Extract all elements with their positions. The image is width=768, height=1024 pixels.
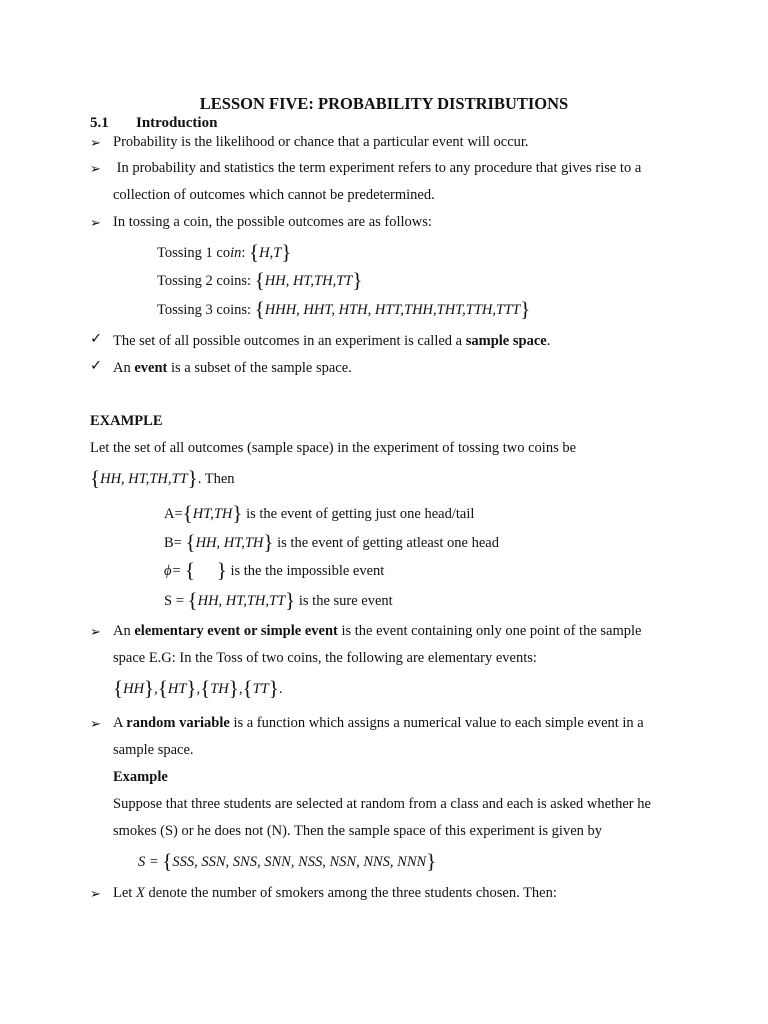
checkmark-bullet-icon: ✓ — [90, 358, 103, 374]
intro-line-4: In tossing a coin, the possible outcomes are as follows: — [113, 214, 432, 230]
tossing-3: Tossing 3 coins: {HHH, HHT, HTH, HTT,THH,THT,TTH,TTT} — [157, 297, 531, 321]
example-line-1: Let the set of all outcomes (sample space) in the experiment of tossing two coins be — [90, 440, 577, 456]
checkmark-bullet-icon: ✓ — [90, 331, 103, 347]
elementary-line-2: space E.G: In the Toss of two coins, the following are elementary events: — [113, 650, 537, 666]
event-sure: S = {HH, HT,TH,TT} is the sure event — [164, 588, 393, 612]
example-heading: EXAMPLE — [90, 413, 163, 429]
check-line-2: An event is a subset of the sample space. — [113, 360, 352, 376]
section-name: Introduction — [136, 115, 218, 131]
arrow-bullet-icon: ➢ — [90, 161, 101, 176]
arrow-bullet-icon: ➢ — [90, 624, 101, 639]
intro-line-1: Probability is the likelihood or chance that a particular event will occur. — [113, 134, 529, 150]
random-variable-example-line-2: smokes (S) or he does not (N). Then the sample space of this experiment is given by — [113, 823, 602, 839]
tossing-2: Tossing 2 coins: {HH, HT,TH,TT} — [157, 268, 363, 292]
arrow-bullet-icon: ➢ — [90, 886, 101, 901]
elementary-line-1: An elementary event or simple event is the event containing only one point of the sample — [113, 623, 642, 639]
event-b: B= {HH, HT,TH} is the event of getting atleast one head — [164, 530, 499, 554]
tossing-1: Tossing 1 coin: {H,T} — [157, 240, 292, 264]
intro-line-2: In probability and statistics the term experiment refers to any procedure that gives rise to a — [113, 160, 642, 176]
event-a: A={HT,TH} is the event of getting just one head/tail — [164, 501, 475, 525]
random-variable-example-line-1: Suppose that three students are selected at random from a class and each is asked whether he — [113, 796, 651, 812]
random-variable-example-label: Example — [113, 769, 168, 785]
lesson-title: LESSON FIVE: PROBABILITY DISTRIBUTIONS — [199, 94, 569, 113]
event-impossible: ϕ= { } is the the impossible event — [164, 558, 385, 582]
intro-line-3: collection of outcomes which cannot be predetermined. — [113, 187, 435, 203]
arrow-bullet-icon: ➢ — [90, 135, 101, 150]
arrow-bullet-icon: ➢ — [90, 215, 101, 230]
elementary-sets: {HH},{HT},{TH},{TT}. — [113, 676, 283, 700]
random-variable-line-1: A random variable is a function which assigns a numerical value to each simple event in a — [113, 715, 644, 731]
example-sample-set: {HH, HT,TH,TT}. Then — [90, 466, 235, 490]
section-number: 5.1 — [90, 115, 109, 131]
last-bullet-line: Let X denote the number of smokers among the three students chosen. Then: — [113, 885, 557, 901]
sample-space-equation: S = {SSS, SSN, SNS, SNN, NSS, NSN, NNS, NNN} — [138, 849, 437, 873]
arrow-bullet-icon: ➢ — [90, 716, 101, 731]
check-line-1: The set of all possible outcomes in an experiment is called a sample space. — [113, 333, 551, 349]
random-variable-line-2: sample space. — [113, 742, 194, 758]
